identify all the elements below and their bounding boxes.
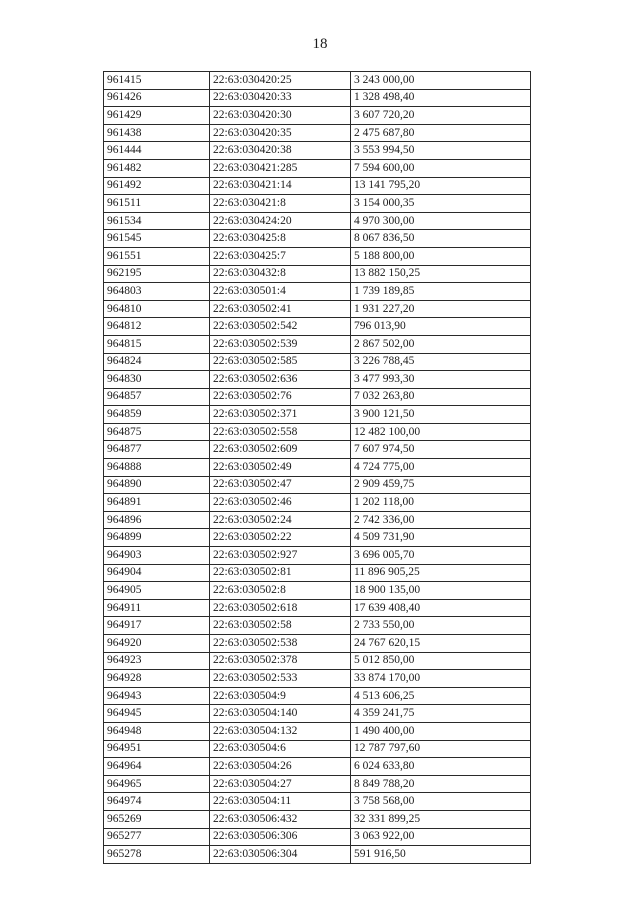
cadastral-value-cell: 3 758 568,00 [351,793,531,811]
cadastral-value-cell: 6 024 633,80 [351,758,531,776]
record-number-cell: 961511 [104,195,210,213]
record-number-cell: 964875 [104,423,210,441]
cadastral-number-cell: 22:63:030502:538 [210,635,351,653]
cadastral-value-cell: 3 063 922,00 [351,828,531,846]
cadastral-value-cell: 5 012 850,00 [351,652,531,670]
record-number-cell: 964877 [104,441,210,459]
table-row [104,740,531,758]
cadastral-number-cell: 22:63:030421:14 [210,177,351,195]
cadastral-value-cell: 8 067 836,50 [351,230,531,248]
cadastral-value-cell: 32 331 899,25 [351,810,531,828]
record-number-cell: 961534 [104,212,210,230]
record-number-cell: 964948 [104,722,210,740]
record-number-cell: 961551 [104,247,210,265]
cadastral-number-cell: 22:63:030504:11 [210,793,351,811]
table-row [104,476,531,494]
record-number-cell: 964911 [104,599,210,617]
cadastral-value-cell: 591 916,50 [351,846,531,864]
cadastral-value-cell: 1 202 118,00 [351,494,531,512]
page-number: 18 [312,36,328,52]
table-row [104,511,531,529]
cadastral-number-cell: 22:63:030502:371 [210,406,351,424]
cadastral-value-cell: 1 490 400,00 [351,722,531,740]
cadastral-number-cell: 22:63:030501:4 [210,283,351,301]
table-row [104,335,531,353]
record-number-cell: 964920 [104,635,210,653]
record-number-cell: 964896 [104,511,210,529]
registry-table [103,71,531,864]
cadastral-value-cell: 1 739 189,85 [351,283,531,301]
cadastral-value-cell: 17 639 408,40 [351,599,531,617]
table-row [104,300,531,318]
cadastral-number-cell: 22:63:030504:140 [210,705,351,723]
cadastral-value-cell: 1 328 498,40 [351,89,531,107]
cadastral-number-cell: 22:63:030502:76 [210,388,351,406]
cadastral-value-cell: 3 900 121,50 [351,406,531,424]
record-number-cell: 964891 [104,494,210,512]
cadastral-value-cell: 24 767 620,15 [351,635,531,653]
record-number-cell: 964917 [104,617,210,635]
table-row [104,846,531,864]
table-row [104,72,531,90]
record-number-cell: 961444 [104,142,210,160]
registry-table-body [104,72,531,864]
record-number-cell: 964888 [104,459,210,477]
cadastral-number-cell: 22:63:030502:585 [210,353,351,371]
record-number-cell: 964945 [104,705,210,723]
cadastral-value-cell: 7 607 974,50 [351,441,531,459]
cadastral-number-cell: 22:63:030502:24 [210,511,351,529]
cadastral-number-cell: 22:63:030506:304 [210,846,351,864]
record-number-cell: 961482 [104,159,210,177]
table-row [104,159,531,177]
table-row [104,283,531,301]
cadastral-value-cell: 3 696 005,70 [351,547,531,565]
table-row [104,230,531,248]
cadastral-number-cell: 22:63:030506:306 [210,828,351,846]
record-number-cell: 964923 [104,652,210,670]
table-row [104,793,531,811]
cadastral-value-cell: 3 226 788,45 [351,353,531,371]
table-row [104,177,531,195]
table-row [104,371,531,389]
cadastral-number-cell: 22:63:030502:378 [210,652,351,670]
record-number-cell: 964951 [104,740,210,758]
record-number-cell: 964824 [104,353,210,371]
cadastral-value-cell: 4 724 775,00 [351,459,531,477]
cadastral-value-cell: 2 742 336,00 [351,511,531,529]
cadastral-value-cell: 13 141 795,20 [351,177,531,195]
cadastral-value-cell: 3 607 720,20 [351,107,531,125]
cadastral-value-cell: 3 477 993,30 [351,371,531,389]
record-number-cell: 964904 [104,564,210,582]
record-number-cell: 964943 [104,687,210,705]
cadastral-number-cell: 22:63:030502:81 [210,564,351,582]
cadastral-value-cell: 7 594 600,00 [351,159,531,177]
table-row [104,670,531,688]
table-row [104,247,531,265]
cadastral-number-cell: 22:63:030504:132 [210,722,351,740]
cadastral-value-cell: 8 849 788,20 [351,775,531,793]
cadastral-value-cell: 796 013,90 [351,318,531,336]
table-row [104,318,531,336]
cadastral-value-cell: 12 482 100,00 [351,423,531,441]
cadastral-number-cell: 22:63:030502:558 [210,423,351,441]
table-row [104,142,531,160]
table-row [104,758,531,776]
table-row [104,582,531,600]
cadastral-number-cell: 22:63:030502:636 [210,371,351,389]
cadastral-number-cell: 22:63:030502:533 [210,670,351,688]
table-row [104,423,531,441]
cadastral-number-cell: 22:63:030502:49 [210,459,351,477]
cadastral-number-cell: 22:63:030504:26 [210,758,351,776]
record-number-cell: 962195 [104,265,210,283]
cadastral-value-cell: 33 874 170,00 [351,670,531,688]
record-number-cell: 964890 [104,476,210,494]
record-number-cell: 961545 [104,230,210,248]
cadastral-number-cell: 22:63:030425:8 [210,230,351,248]
cadastral-value-cell: 18 900 135,00 [351,582,531,600]
cadastral-number-cell: 22:63:030432:8 [210,265,351,283]
cadastral-number-cell: 22:63:030502:539 [210,335,351,353]
table-row [104,635,531,653]
cadastral-value-cell: 13 882 150,25 [351,265,531,283]
cadastral-number-cell: 22:63:030420:30 [210,107,351,125]
cadastral-number-cell: 22:63:030506:432 [210,810,351,828]
cadastral-number-cell: 22:63:030504:27 [210,775,351,793]
cadastral-number-cell: 22:63:030504:9 [210,687,351,705]
cadastral-value-cell: 4 513 606,25 [351,687,531,705]
cadastral-number-cell: 22:63:030420:33 [210,89,351,107]
cadastral-number-cell: 22:63:030425:7 [210,247,351,265]
record-number-cell: 964830 [104,371,210,389]
record-number-cell: 965269 [104,810,210,828]
table-row [104,441,531,459]
cadastral-value-cell: 3 154 000,35 [351,195,531,213]
record-number-cell: 961429 [104,107,210,125]
cadastral-number-cell: 22:63:030502:58 [210,617,351,635]
record-number-cell: 964815 [104,335,210,353]
cadastral-value-cell: 5 188 800,00 [351,247,531,265]
record-number-cell: 965278 [104,846,210,864]
record-number-cell: 961415 [104,72,210,90]
table-row [104,529,531,547]
cadastral-number-cell: 22:63:030502:542 [210,318,351,336]
record-number-cell: 964903 [104,547,210,565]
cadastral-value-cell: 4 970 300,00 [351,212,531,230]
record-number-cell: 964928 [104,670,210,688]
table-row [104,547,531,565]
record-number-cell: 961426 [104,89,210,107]
cadastral-value-cell: 4 509 731,90 [351,529,531,547]
record-number-cell: 964899 [104,529,210,547]
cadastral-number-cell: 22:63:030420:25 [210,72,351,90]
cadastral-value-cell: 3 243 000,00 [351,72,531,90]
table-row [104,494,531,512]
table-row [104,459,531,477]
cadastral-number-cell: 22:63:030502:46 [210,494,351,512]
cadastral-number-cell: 22:63:030502:609 [210,441,351,459]
cadastral-value-cell: 2 867 502,00 [351,335,531,353]
table-row [104,388,531,406]
record-number-cell: 964859 [104,406,210,424]
cadastral-number-cell: 22:63:030502:8 [210,582,351,600]
cadastral-value-cell: 2 733 550,00 [351,617,531,635]
table-row [104,195,531,213]
table-row [104,107,531,125]
record-number-cell: 964974 [104,793,210,811]
cadastral-value-cell: 12 787 797,60 [351,740,531,758]
cadastral-value-cell: 7 032 263,80 [351,388,531,406]
cadastral-value-cell: 1 931 227,20 [351,300,531,318]
cadastral-value-cell: 11 896 905,25 [351,564,531,582]
cadastral-number-cell: 22:63:030420:38 [210,142,351,160]
table-row [104,828,531,846]
cadastral-value-cell: 4 359 241,75 [351,705,531,723]
cadastral-value-cell: 2 909 459,75 [351,476,531,494]
table-row [104,705,531,723]
table-row [104,564,531,582]
table-row [104,722,531,740]
cadastral-number-cell: 22:63:030421:8 [210,195,351,213]
table-row [104,652,531,670]
cadastral-number-cell: 22:63:030502:22 [210,529,351,547]
cadastral-number-cell: 22:63:030502:41 [210,300,351,318]
record-number-cell: 961438 [104,124,210,142]
record-number-cell: 964964 [104,758,210,776]
cadastral-number-cell: 22:63:030424:20 [210,212,351,230]
table-row [104,124,531,142]
record-number-cell: 965277 [104,828,210,846]
cadastral-value-cell: 3 553 994,50 [351,142,531,160]
table-row [104,89,531,107]
table-row [104,265,531,283]
record-number-cell: 964803 [104,283,210,301]
cadastral-value-cell: 2 475 687,80 [351,124,531,142]
record-number-cell: 964905 [104,582,210,600]
table-row [104,617,531,635]
record-number-cell: 964965 [104,775,210,793]
cadastral-number-cell: 22:63:030502:47 [210,476,351,494]
cadastral-number-cell: 22:63:030420:35 [210,124,351,142]
table-row [104,775,531,793]
record-number-cell: 964857 [104,388,210,406]
cadastral-number-cell: 22:63:030421:285 [210,159,351,177]
table-row [104,687,531,705]
table-row [104,599,531,617]
record-number-cell: 964812 [104,318,210,336]
table-row [104,353,531,371]
record-number-cell: 961492 [104,177,210,195]
cadastral-number-cell: 22:63:030504:6 [210,740,351,758]
record-number-cell: 964810 [104,300,210,318]
table-row [104,212,531,230]
table-row [104,406,531,424]
cadastral-number-cell: 22:63:030502:927 [210,547,351,565]
table-row [104,810,531,828]
cadastral-number-cell: 22:63:030502:618 [210,599,351,617]
